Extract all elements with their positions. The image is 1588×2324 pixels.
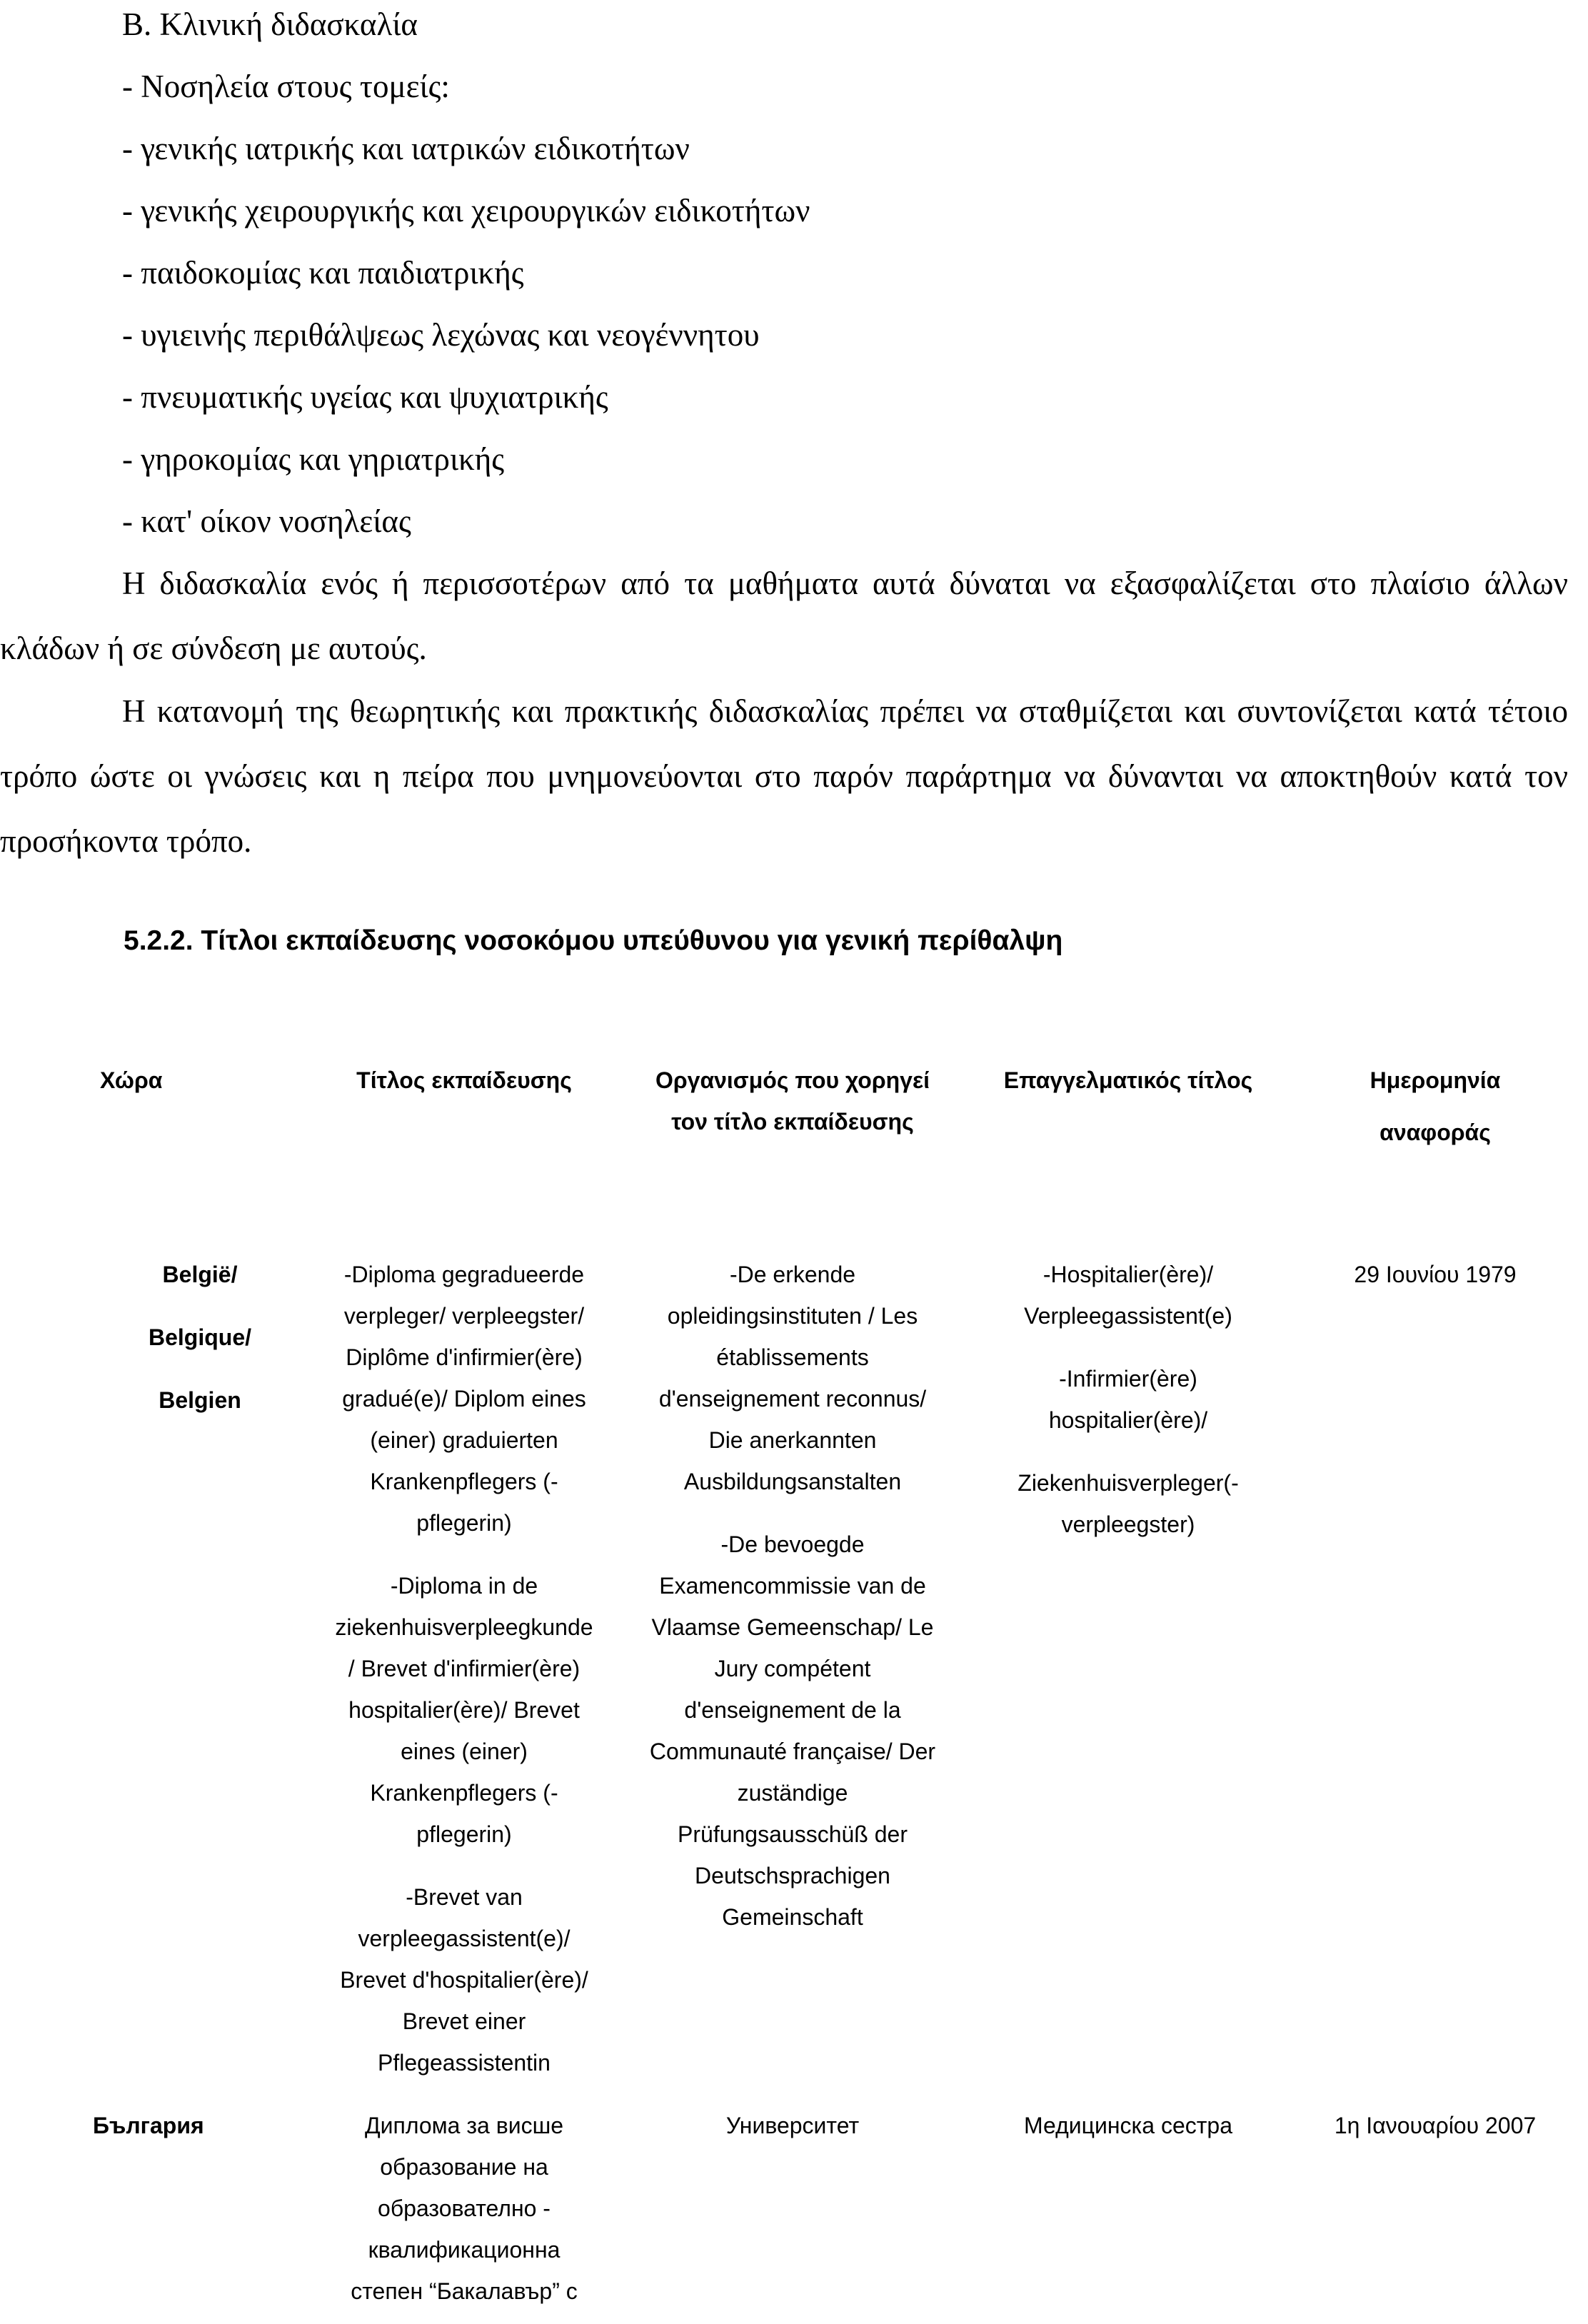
list-item: - πνευματικής υγείας και ψυχιατρικής xyxy=(122,379,608,415)
title-line: образование на xyxy=(380,2154,548,2180)
header-professional-text: Επαγγελματικός τίτλος xyxy=(1003,1067,1253,1093)
paragraph-1-text: Η διδασκαλία ενός ή περισσοτέρων από τα μαθήματα αυτά δύναται να εξασφαλίζεται στο πλαίσιο άλλων κλάδων ή σε σύνδεση με αυτούς. xyxy=(0,565,1568,666)
list-item: - κατ' οίκον νοσηλείας xyxy=(122,503,411,539)
list-item: - γενικής χειρουργικής και χειρουργικών ειδικοτήτων xyxy=(122,193,810,228)
belgium-professional xyxy=(964,1254,1292,1545)
professional-line: verpleegster) xyxy=(1061,1511,1195,1537)
belgium-date: 29 Ιουνίου 1979 xyxy=(1354,1262,1517,1287)
issuer-line: opleidingsinstituten / Les xyxy=(667,1303,918,1329)
list-item: - γηροκομίας και γηριατρικής xyxy=(122,441,505,477)
section-b-intro: - Νοσηλεία στους τομείς: xyxy=(122,69,450,104)
title-line: степен “Бакалавър” с xyxy=(351,2278,578,2304)
title-line: verpleegassistent(e)/ xyxy=(358,1926,571,1951)
list-item: - γενικής ιατρικής και ιατρικών ειδικοτήτων xyxy=(122,131,690,166)
issuer-line: Prüfungsausschüß der xyxy=(678,1821,908,1847)
section-heading: 5.2.2. Τίτλοι εκπαίδευσης νοσοκόμου υπεύθυνου για γενική περίθαλψη xyxy=(124,925,1063,956)
country-line: België/ xyxy=(162,1262,238,1287)
issuer-line: Communauté française/ Der xyxy=(649,1739,936,1764)
bulgaria-date: 1η Ιανουαρίου 2007 xyxy=(1334,2113,1537,2138)
title-line: -Brevet van xyxy=(406,1884,523,1910)
paragraph-2-text: Η κατανομή της θεωρητικής και πρακτικής διδασκαλίας πρέπει να σταθμίζεται και συντονίζεται κατά τέτοιο τρόπο ώστε οι γνώσεις και η πείρα που μνημονεύονται στο παρόν παράρτημα να δύνανται να αποκτηθούν κατά τον προσήκοντα τρόπο. xyxy=(0,693,1568,859)
header-date-line: Ημερομηνία xyxy=(1370,1067,1501,1093)
title-line: Диплома за висше xyxy=(364,2113,564,2138)
issuer-line: Vlaamse Gemeenschap/ Le xyxy=(651,1614,934,1640)
issuer-line: d'enseignement de la xyxy=(684,1697,901,1723)
professional-line: hospitalier(ère)/ xyxy=(1048,1407,1208,1433)
bulgaria-professional: Медицинска сестра xyxy=(1024,2113,1232,2138)
professional-line: Verpleegassistent(e) xyxy=(1024,1303,1232,1329)
title-line: -Diploma in de xyxy=(390,1573,538,1599)
title-line: Brevet einer xyxy=(402,2008,526,2034)
title-line: (einer) graduierten xyxy=(370,1427,558,1453)
header-issuer-line: Οργανισμός που χορηγεί xyxy=(655,1067,930,1093)
title-line: verpleger/ verpleegster/ xyxy=(343,1303,585,1329)
bulgaria-issuer: Университет xyxy=(725,2113,860,2138)
bulgaria-title xyxy=(307,2105,621,2312)
title-line: Pflegeassistentin xyxy=(378,2050,551,2076)
belgium-issuers xyxy=(628,1254,957,1938)
title-line: / Brevet d'infirmier(ère) xyxy=(348,1656,581,1681)
title-line: hospitalier(ère)/ Brevet xyxy=(348,1697,580,1723)
issuer-line: Ausbildungsanstalten xyxy=(683,1469,902,1494)
paragraph-1 xyxy=(0,551,1568,681)
title-line: ziekenhuisverpleegkunde xyxy=(335,1614,593,1640)
header-title-text: Τίτλος εκπαίδευσης xyxy=(356,1067,572,1093)
title-line: квалификационна xyxy=(368,2237,561,2263)
issuer-line: Die anerkannten xyxy=(708,1427,877,1453)
issuer-line: Gemeinschaft xyxy=(722,1904,863,1930)
belgium-titles xyxy=(307,1254,621,2083)
title-line: pflegerin) xyxy=(416,1510,512,1536)
professional-line: Ziekenhuisverpleger(- xyxy=(1017,1470,1239,1496)
professional-line: -Hospitalier(ère)/ xyxy=(1042,1262,1214,1287)
issuer-line: -De bevoegde xyxy=(720,1531,865,1557)
bulgaria-country: България xyxy=(93,2113,204,2138)
header-issuer-line: τον τίτλο εκπαίδευσης xyxy=(671,1109,914,1135)
title-line: Krankenpflegers (- xyxy=(370,1780,558,1806)
title-line: образователно - xyxy=(378,2195,551,2221)
header-date-line: αναφοράς xyxy=(1380,1120,1491,1145)
paragraph-2 xyxy=(0,679,1568,874)
belgium-country xyxy=(107,1254,293,1421)
issuer-line: établissements xyxy=(716,1344,869,1370)
professional-line: -Infirmier(ère) xyxy=(1059,1366,1197,1392)
section-b-title: Β. Κλινική διδασκαλία xyxy=(122,6,418,42)
issuer-line: d'enseignement reconnus/ xyxy=(658,1386,927,1412)
title-line: -Diploma gegradueerde xyxy=(343,1262,585,1287)
header-issuer xyxy=(628,1060,957,1142)
list-item: - παιδοκομίας και παιδιατρικής xyxy=(122,255,524,291)
title-line: Diplôme d'infirmier(ère) xyxy=(346,1344,583,1370)
issuer-line: Deutschsprachigen xyxy=(695,1863,890,1888)
title-line: Krankenpflegers (- xyxy=(370,1469,558,1494)
issuer-line: zuständige xyxy=(737,1780,848,1806)
issuer-line: Examencommissie van de xyxy=(659,1573,926,1599)
header-country-text: Χώρα xyxy=(100,1067,163,1093)
issuer-line: -De erkende xyxy=(729,1262,856,1287)
country-line: Belgique/ xyxy=(148,1324,251,1350)
title-line: Brevet d'hospitalier(ère)/ xyxy=(340,1967,588,1993)
header-country xyxy=(100,1060,214,1101)
header-title xyxy=(307,1060,621,1101)
country-line: Belgien xyxy=(159,1387,241,1413)
title-line: gradué(e)/ Diplom eines xyxy=(342,1386,586,1412)
title-line: pflegerin) xyxy=(416,1821,512,1847)
issuer-line: Jury compétent xyxy=(714,1656,871,1681)
header-professional xyxy=(964,1060,1292,1101)
list-item: - υγιεινής περιθάλψεως λεχώνας και νεογέννητου xyxy=(122,317,760,353)
header-date xyxy=(1300,1060,1571,1164)
title-line: eines (einer) xyxy=(401,1739,528,1764)
